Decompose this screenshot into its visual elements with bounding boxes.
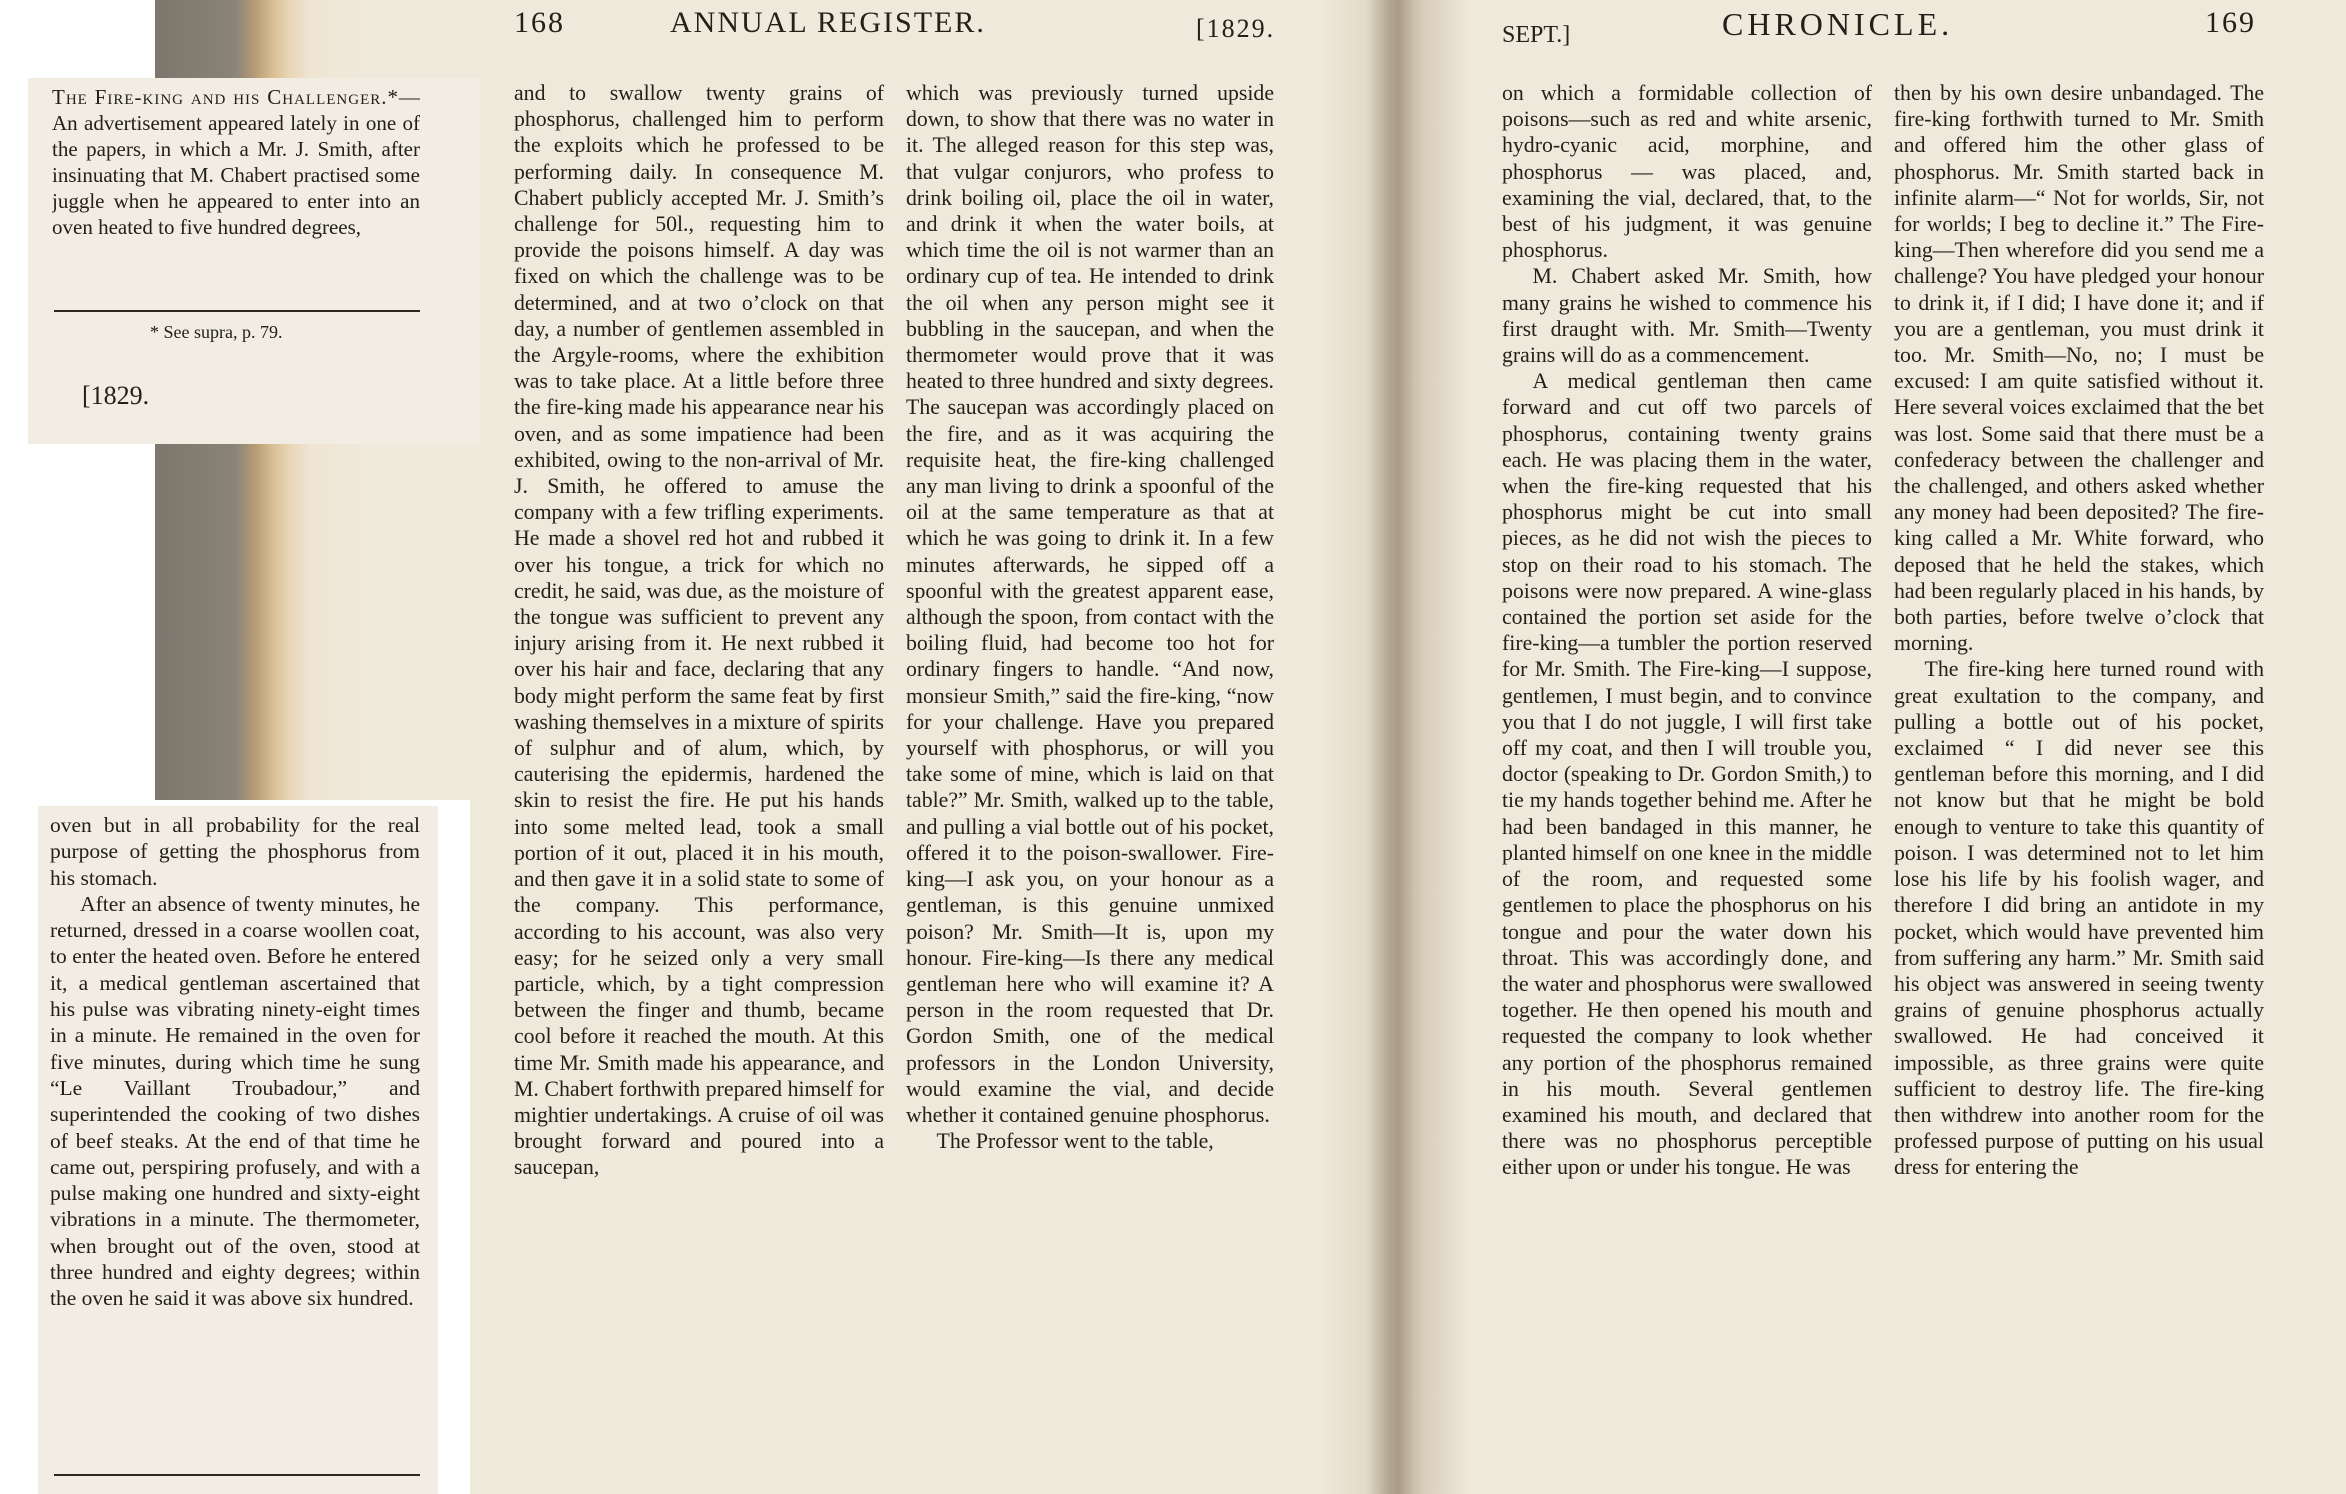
right-col1-paragraph-3: A medical gentleman then came forward and cut off two parcels of phosphorus, containing twenty grains each. He was placing them in the water, when the fire-king requested that his phosphorus might be cut into small pieces, as he did not wish the pieces to stop on their road to his stomach. The poisons were now prepared. A wine-glass contained the portion set aside for the fire-king—a tumbler the portion reserved for Mr. Smith. The Fire-king—I suppose, gentlemen, I must begin, and to convince you that I do not juggle, I will first take off my coat, and then I will trouble you, doctor (speaking to Dr. Gordon Smith,) to tie my hands together behind me. After he had been bandaged in this manner, he planted himself on one knee in the middle of the room, and requested some gentlemen to place the phosphorus on his tongue and pour the water down his throat. This was accordingly done, and the water and phosphorus were swallowed together. He then opened his mouth and requested the company to look whether any portion of the phosphorus remained in his mouth. Several gentlemen examined his mouth, and declared that there was no phosphorus perceptible either upon or under his tongue. He was bbox=[1502, 369, 1872, 1180]
footnote: * See supra, p. 79. bbox=[150, 322, 283, 342]
article-title: The Fire-king and his Challenger.* bbox=[52, 85, 399, 109]
right-col2-paragraph-2: The fire-king here turned round with great exultation to the company, and pulling a bottle out of his pocket, exclaimed “ I did never see this gentleman before this morning, and I did not know but that he might be bold enough to venture to take this quantity of poison. I was determined not to let him lose his life by his foolish wager, and therefore I did bring an antidote in my pocket, which would have prevented him from suffering any harm.” Mr. Smith said his object was answered in seeing twenty grains of genuine phosphorus actually swallowed. He had conceived it impossible, as three grains were quite sufficient to destroy life. The fire-king then withdrew into another room for the professed purpose of putting on his usual dress for entering the bbox=[1894, 657, 2264, 1180]
right-page-column-1 bbox=[1502, 80, 1872, 1410]
footnote-rule bbox=[54, 310, 420, 312]
left-col2-paragraph-2: The Professor went to the table, bbox=[936, 1129, 1214, 1154]
scrap-top-text bbox=[52, 84, 420, 306]
scrap-bottom-paragraph-2: After an absence of twenty minutes, he returned, dressed in a coarse woollen coat, to enter the heated oven. Before he entered it, a medical gentleman ascertained that his pulse was vibrating ninety-eight times in a minute. He remained in the oven for five minutes, during which time he sung “Le Vaillant Troubadour,” and superintended the cooking of two dishes of beef steaks. At the end of that time he came out, perspiring profusely, and with a pulse making one hundred and sixty-eight vibrations in a minute. The thermometer, when brought out of the oven, stood at three hundred and eighty degrees; within the oven he said it was above six hundred. bbox=[50, 891, 420, 1311]
right-col1-paragraph-2: M. Chabert asked Mr. Smith, how many grains he wished to commence his first draught with. Mr. Smith—Twenty grains will do as a commencement. bbox=[1502, 264, 1872, 368]
right-running-title: CHRONICLE. bbox=[1722, 6, 1954, 42]
page-number-169: 169 bbox=[2205, 6, 2256, 39]
scrap-bottom-text bbox=[50, 812, 420, 1446]
gutter-shadow bbox=[1368, 0, 1414, 1494]
scrap-top-paragraph bbox=[52, 84, 420, 240]
scrap-top-year: [1829. bbox=[82, 381, 150, 410]
scrap-top-body: —An advertisement appeared lately in one of the papers, in which a Mr. J. Smith, after insinuating that M. Chabert practised some juggle when he appeared to enter into an oven heated to five hundred degrees, bbox=[52, 85, 420, 239]
scrap-bottom-rule bbox=[54, 1474, 420, 1476]
left-col1-paragraph: and to swallow twenty grains of phosphorus, challenged him to perform the exploits which he professed to be performing daily. In consequence M. Chabert publicly accepted Mr. J. Smith’s challenge for 50l., requesting him to provide the poisons himself. A day was fixed on which the challenge was to be determined, and at two o’clock on that day, a number of gentlemen assembled in the Argyle-rooms, where the exhibition was to take place. At a little before three the fire-king made his appearance near his oven, and as some impatience had been exhibited, owing to the non-arrival of Mr. J. Smith, he offered to amuse the company with a few trifling experiments. He made a shovel red hot and rubbed it over his tongue, a trick for which no credit, he said, was due, as the moisture of the tongue was sufficient to prevent any injury arising from it. He next rubbed it over his hair and face, declaring that any body might perform the same feat by first washing themselves in a mixture of spirits of sulphur and of alum, which, by cauterising the epidermis, hardened the skin to resist the fire. He put his hands into some melted lead, took a small portion of it out, placed it in his mouth, and then gave it in a solid state to some of the company. This performance, according to his account, was also very easy; for he seized only a very small particle, which, by a tight compression between the finger and thumb, became cool before it reached the mouth. At this time Mr. Smith made his appearance, and M. Chabert forthwith prepared himself for mightier undertakings. A cruise of oil was brought forward and poured into a saucepan, bbox=[514, 81, 884, 1180]
right-col1-paragraph-1: on which a formidable collection of poisons—such as red and white arsenic, hydro-cyanic acid, morphine, and phosphorus — was placed, and, examining the vial, declared, that, to the best of his judgment, it was genuine phosphorus. bbox=[1502, 81, 1872, 263]
right-page-column-2 bbox=[1894, 80, 2264, 1410]
left-page-column-1 bbox=[514, 80, 884, 1410]
scrap-bottom-paragraph-1: oven but in all probability for the real purpose of getting the phosphorus from his stomach. bbox=[50, 813, 420, 890]
right-col2-paragraph-1: then by his own desire unbandaged. The fire-king forthwith turned to Mr. Smith and offered him the other glass of phosphorus. Mr. Smith started back in infinite alarm—“ Not for worlds, Sir, not for worlds; I beg to decline it.” The Fire-king—Then wherefore did you send me a challenge? You have pledged your honour to drink it, if I did; I have done it; and if you are a gentleman, you must drink it too. Mr. Smith—No, no; I must be excused: I am quite satisfied without it. Here several voices exclaimed that the bet was lost. Some said that there must be a confederacy between the challenger and the challenged, and others asked whether any money had been deposited? The fire-king called a Mr. White forward, who deposed that he held the stakes, which had been regularly placed in his hands, by both parties, before twelve o’clock that morning. bbox=[1894, 81, 2264, 656]
left-page-column-2 bbox=[906, 80, 1274, 1410]
left-header-year: [1829. bbox=[1196, 14, 1276, 43]
page-number-168: 168 bbox=[514, 6, 565, 39]
right-header-month: SEPT.] bbox=[1502, 22, 1571, 48]
left-col2-paragraph-1: which was previously turned upside down, to show that there was no water in it. The alleged reason for this step was, that vulgar conjurors, who profess to drink boiling oil, place the oil in water, and drink it when the water boils, at which time the oil is not warmer than an ordinary cup of tea. He intended to drink the oil when any person might see it bubbling in the saucepan, and when the thermometer would prove that it was heated to three hundred and sixty degrees. The saucepan was accordingly placed on the fire, and as it was acquiring the requisite heat, the fire-king challenged any man living to drink a spoonful of the oil at the same temperature as that at which he was going to drink it. In a few minutes afterwards, he sipped off a spoonful with the greatest apparent ease, although the spoon, from contact with the boiling fluid, had become too hot for ordinary fingers to handle. “And now, monsieur Smith,” said the fire-king, “now for your challenge. Have you prepared yourself with phosphorus, or will you take some of mine, which is laid on that table?” Mr. Smith, walked up to the table, and pulling a vial bottle out of his pocket, offered it to the poison-swallower. Fire-king—I ask you, on your honour as a gentleman, is this genuine unmixed poison? Mr. Smith—It is, upon my honour. Fire-king—Is there any medical gentleman here who will examine it? A person in the room requested that Dr. Gordon Smith, one of the medical professors in the London University, would examine the vial, and decide whether it contained genuine phosphorus. bbox=[906, 81, 1274, 1127]
left-running-title: ANNUAL REGISTER. bbox=[670, 6, 986, 39]
